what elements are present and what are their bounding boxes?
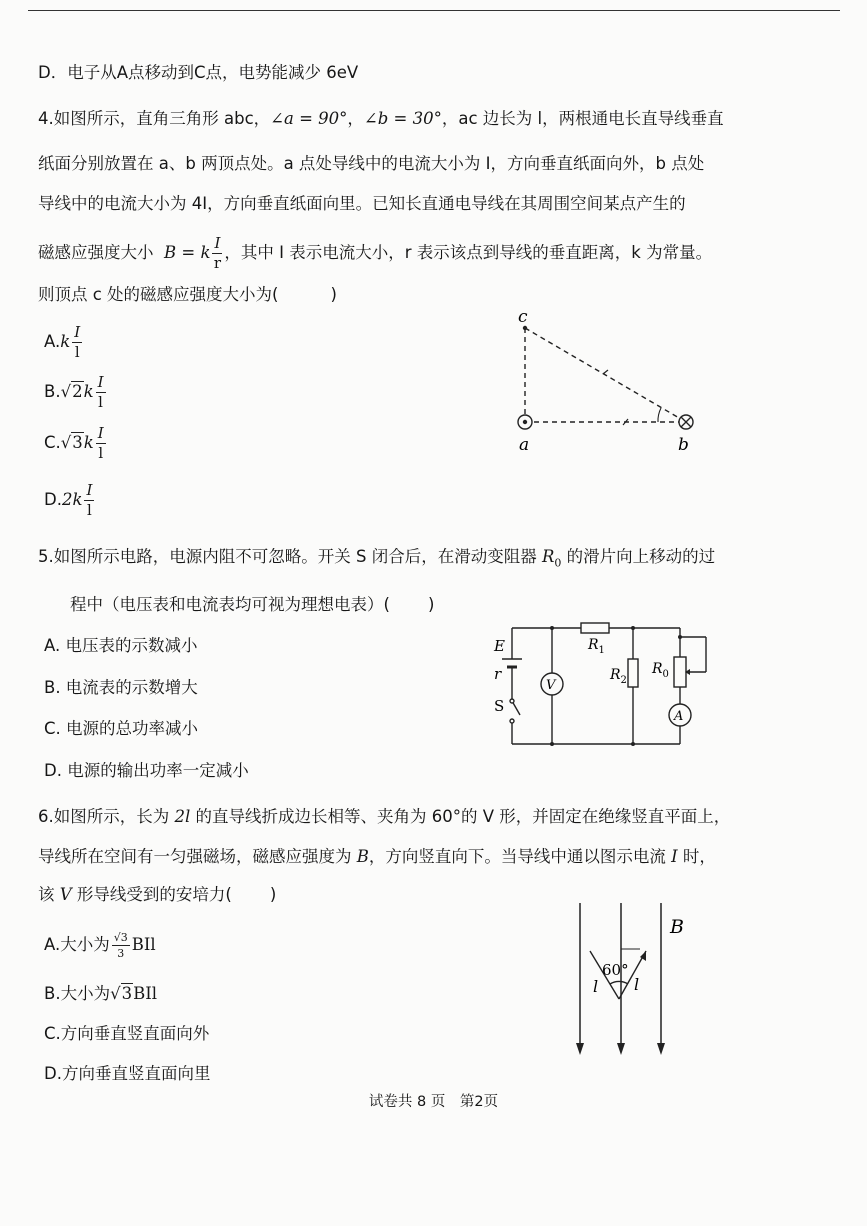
q5-option-b[interactable]: B. 电流表的示数增大 bbox=[44, 678, 198, 697]
q4-triangle-figure bbox=[500, 300, 720, 460]
r0-label: $R_0$ bbox=[652, 661, 669, 680]
label-b: b bbox=[678, 435, 689, 455]
angle-label: 60° bbox=[602, 961, 629, 979]
r1-label: $R_1$ bbox=[588, 637, 605, 656]
q6-option-b[interactable]: B.大小为√3BIl bbox=[44, 984, 158, 1003]
page-top-rule bbox=[28, 10, 840, 11]
q5-circuit-figure bbox=[480, 615, 720, 755]
q5-stem-line2: 程中（电压表和电流表均可视为理想电表）( ) bbox=[70, 595, 435, 614]
length-label-left: l bbox=[593, 977, 599, 996]
q5-option-d[interactable]: D. 电源的输出功率一定减小 bbox=[44, 761, 249, 780]
q4-option-a[interactable]: A.k $\frac{I}{l}$ bbox=[44, 323, 81, 361]
r2-label: $R_2$ bbox=[610, 667, 627, 686]
q4-stem-line4: 磁感应强度大小 B = k $\frac{I}{r}$ ，其中 I 表示电流大小，r 表示该点到导线的垂直距离，k 为常量。 bbox=[38, 234, 713, 272]
q5-stem-line1: 5.如图所示电路，电源内阻不可忽略。开关 S 闭合后，在滑动变阻器 $R_0$ 的滑片向上移动的过 bbox=[38, 547, 716, 570]
switch-label: S bbox=[494, 697, 505, 715]
q4-option-b[interactable]: B.√2k $\frac{I}{l}$ bbox=[44, 373, 104, 411]
q6-option-d[interactable]: D.方向垂直竖直面向里 bbox=[44, 1064, 211, 1083]
field-label-b: B bbox=[670, 916, 684, 938]
angle-b-arc bbox=[658, 408, 661, 422]
q6-field-figure bbox=[560, 895, 700, 1065]
q6-option-a[interactable]: A.大小为 $\frac{√3}{3}$ BIl bbox=[44, 931, 156, 960]
q5-option-a[interactable]: A. 电压表的示数减小 bbox=[44, 636, 198, 655]
page-footer: 试卷共 8 页 第2页 bbox=[368, 1094, 499, 1110]
q6-stem-line1: 6.如图所示，长为 2l 的直导线折成边长相等、夹角为 60°的 V 形，并固定在绝缘竖直平面上， bbox=[38, 807, 731, 826]
q4-option-c[interactable]: C.√3k $\frac{I}{l}$ bbox=[44, 424, 104, 462]
q3-option-d[interactable]: D．电子从A点移动到C点，电势能减少 6eV bbox=[38, 63, 359, 82]
q4-stem-line3: 导线中的电流大小为 4I，方向垂直纸面向里。已知长直通电导线在其周围空间某点产生的 bbox=[38, 194, 686, 213]
emf-label: E bbox=[494, 637, 505, 655]
label-a: a bbox=[519, 435, 530, 455]
field-arrow-down-icon bbox=[657, 1043, 665, 1055]
edge-bc bbox=[525, 328, 686, 422]
label-c: c bbox=[518, 307, 528, 327]
q6-stem-line3: 该 V 形导线受到的安培力( ) bbox=[38, 885, 277, 904]
q4-stem-line1: 4.如图所示，直角三角形 abc，∠a = 90°，∠b = 30°，ac 边长为 l，两根通电长直导线垂直 bbox=[38, 109, 724, 128]
q4-option-d[interactable]: D.2k $\frac{I}{l}$ bbox=[44, 481, 93, 519]
q4-formula-fraction: $\frac{I}{r}$ bbox=[213, 234, 221, 272]
q6-option-c[interactable]: C.方向垂直竖直面向外 bbox=[44, 1024, 210, 1043]
length-label-right: l bbox=[634, 975, 640, 994]
q4-stem-line5: 则顶点 c 处的磁感应强度大小为( ) bbox=[38, 285, 337, 304]
field-arrow-down-icon bbox=[617, 1043, 625, 1055]
internal-resistance-label: r bbox=[494, 665, 502, 683]
voltmeter-label: V bbox=[546, 678, 556, 693]
angle-arc bbox=[610, 981, 628, 984]
tick-mark-bc bbox=[603, 370, 608, 374]
q4-stem-line2: 纸面分别放置在 a、b 两顶点处。a 点处导线中的电流大小为 I，方向垂直纸面向外，b 点处 bbox=[38, 154, 705, 173]
q5-option-c[interactable]: C. 电源的总功率减小 bbox=[44, 719, 199, 738]
q6-stem-line2: 导线所在空间有一匀强磁场，磁感应强度为 B，方向竖直向下。当导线中通以图示电流 I 时， bbox=[38, 847, 716, 866]
ammeter-label: A bbox=[674, 709, 684, 724]
field-arrow-down-icon bbox=[576, 1043, 584, 1055]
q4-formula: B = k bbox=[164, 243, 211, 262]
